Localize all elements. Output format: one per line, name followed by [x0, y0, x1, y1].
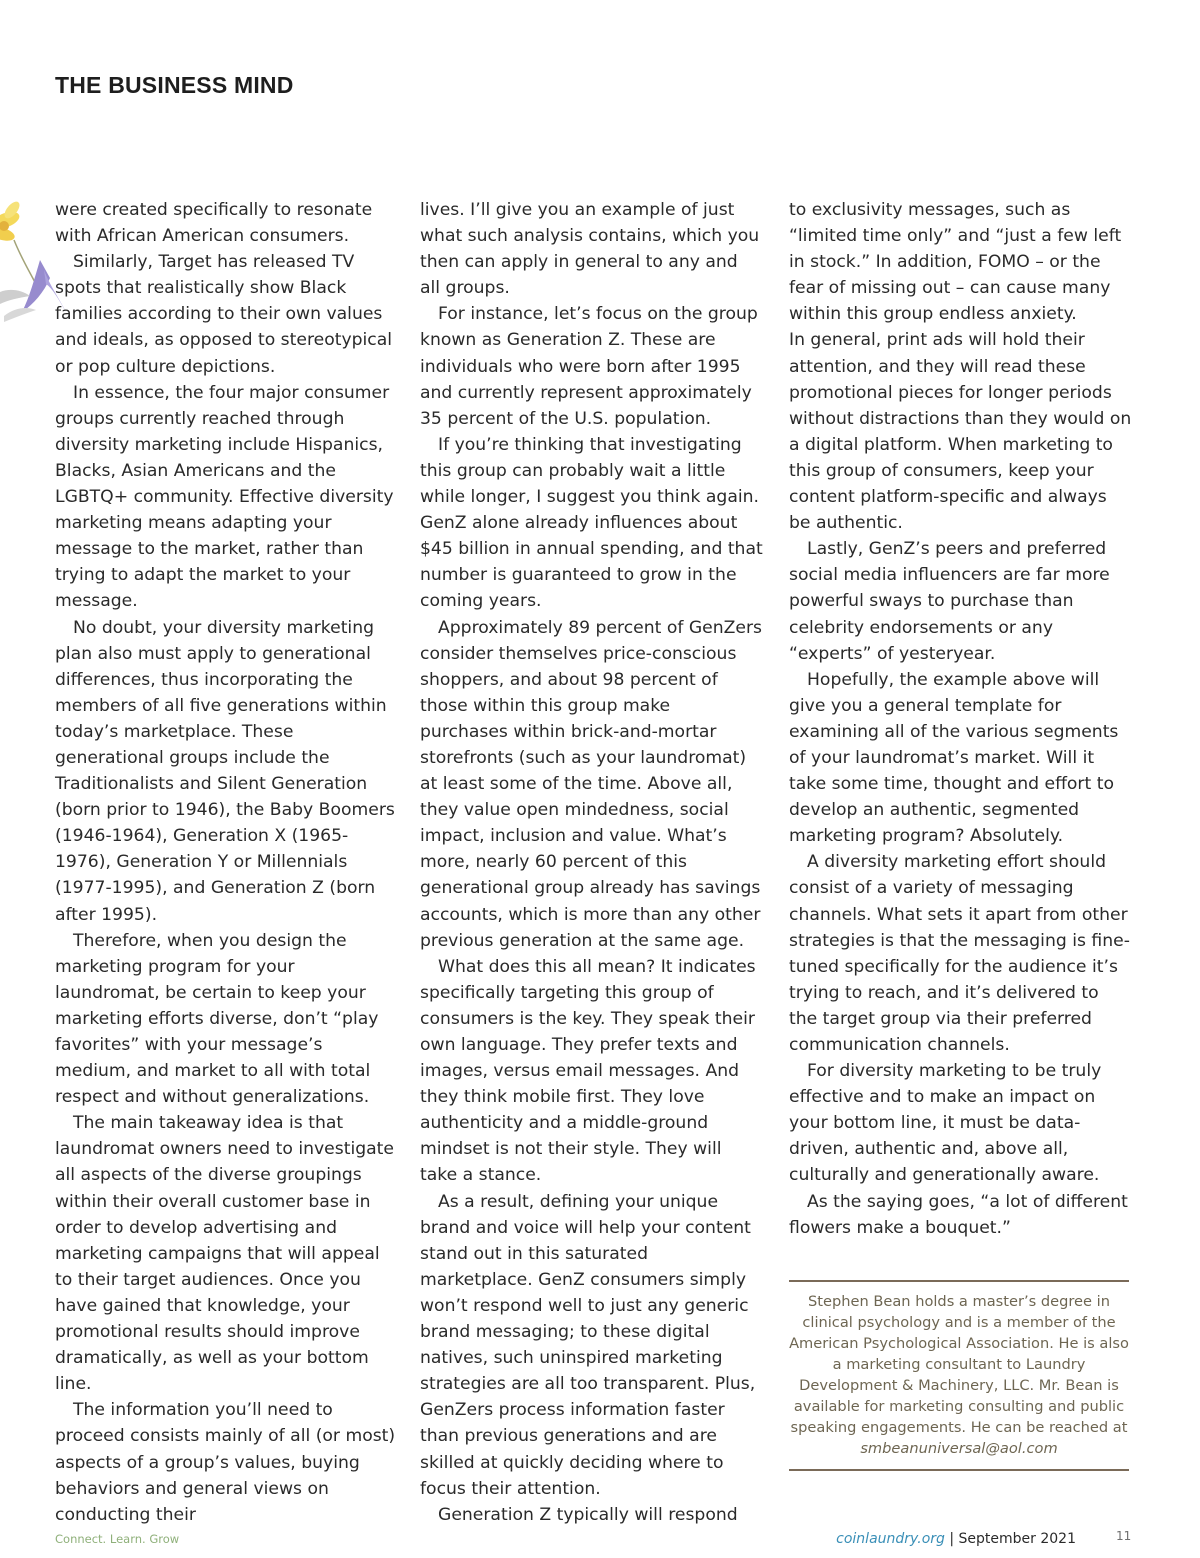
paragraph: Similarly, Target has released TV spots that realistically show Black families according to their own values and ideals, as opposed to stereotypical or pop culture depictions. — [55, 252, 393, 377]
footer-site-link[interactable]: coinlaundry.org — [836, 1531, 945, 1547]
article-column-1 — [55, 197, 398, 1528]
paragraph: For diversity marketing to be truly effective and to make an impact on your bottom line, it must be data-driven, authentic and, above all, culturally and generationally aware. — [789, 1061, 1102, 1186]
footer-separator: | — [949, 1531, 955, 1547]
paragraph: The information you’ll need to proceed consists mainly of all (or most) aspects of a group’s values, buying behaviors and general views on conducting their — [55, 1400, 396, 1525]
paragraph: In general, print ads will hold their attention, and they will read these promotional pieces for longer periods without distractions than they would on a digital platform. When marketing to this group of consumers, keep your content platform-specific and always be authentic. — [789, 330, 1132, 534]
section-title: THE BUSINESS MIND — [55, 72, 294, 98]
paragraph: to exclusivity messages, such as “limited time only” and “just a few left in stock.” In addition, FOMO – or the fear of missing out – can cause many within this group endless anxiety. — [789, 200, 1122, 325]
article-column-2 — [420, 197, 763, 1528]
footer-tagline: Connect. Learn. Grow — [55, 1532, 180, 1546]
page-number: 11 — [1116, 1529, 1132, 1543]
paragraph: For instance, let’s focus on the group known as Generation Z. These are individuals who were born after 1995 and currently represent approximately 35 percent of the U.S. population. — [420, 304, 758, 429]
paragraph: In essence, the four major consumer groups currently reached through diversity marketing include Hispanics, Blacks, Asian Americans and the LGBTQ+ community. Effective diversity marketing means adapting your message to the market, rather than trying to adapt the market to your message. — [55, 382, 394, 612]
paragraph: The main takeaway idea is that laundromat owners need to investigate all aspects of the diverse groupings within their overall customer base in order to develop advertising and marketing campaigns that will appeal to their target audiences. Once you have gained that knowledge, your promotional results should improve dramatically, as well as your bottom line. — [55, 1113, 394, 1395]
footer-date: September 2021 — [958, 1531, 1076, 1547]
paragraph: lives. I’ll give you an example of just what such analysis contains, which you then can apply in general to any and all groups. — [420, 200, 760, 299]
author-bio — [789, 1280, 1129, 1471]
article-column-3 — [789, 197, 1132, 1241]
paragraph: No doubt, your diversity marketing plan also must apply to generational differences, thus incorporating the members of all five generations within today’s marketplace. These generational groups include the Traditionalists and Silent Generation (born prior to 1946), the Baby Boomers (1946-1964), Generation X (1965-1976), Generation Y or Millennials (1977-1995), and Generation Z (born after 1995). — [55, 617, 395, 925]
paragraph: Hopefully, the example above will give you a general template for examining all of the various segments of your laundromat’s market. Will it take some time, thought and effort to develop an authentic, segmented marketing program? Absolutely. — [789, 669, 1119, 847]
paragraph: A diversity marketing effort should consist of a variety of messaging channels. What sets it apart from other strategies is that the messaging is fine-tuned specifically for the audience it’s trying to reach, and it’s delivered to the target group via their preferred communication channels. — [789, 852, 1130, 1055]
paragraph: As a result, defining your unique brand and voice will help your content stand out in this saturated marketplace. GenZ consumers simply won’t respond well to just any generic brand messaging; to these digital natives, such uninspired marketing strategies are all too transparent. Plus, GenZers process information faster than previous generations and are skilled at quickly deciding where to focus their attention. — [420, 1191, 756, 1499]
footer-publication — [836, 1531, 1076, 1547]
author-bio-text: Stephen Bean holds a master’s degree in clinical psychology and is a member of the American Psychological Association. He is also a marketing consultant to Laundry Development & Machinery, LLC. Mr. Bean is available for marketing consulting and public speaking engagements. He can be reached at — [789, 1293, 1129, 1436]
paragraph: What does this all mean? It indicates specifically targeting this group of consumers is the key. They speak their own language. They prefer texts and images, versus email messages. And they think mobile first. They love authenticity and a middle-ground mindset is not their style. They will take a stance. — [420, 956, 756, 1186]
paragraph: If you’re thinking that investigating this group can probably wait a little while longer, I suggest you think again. GenZ alone already influences about $45 billion in annual spending, and that number is guaranteed to grow in the coming years. — [420, 434, 763, 612]
paragraph: Generation Z typically will respond — [438, 1504, 738, 1525]
paragraph: Therefore, when you design the marketing program for your laundromat, be certain to keep your marketing efforts diverse, don’t “play favorites” with your message’s medium, and market to all with total respect and without generalizations. — [55, 930, 379, 1108]
paragraph: As the saying goes, “a lot of different flowers make a bouquet.” — [789, 1191, 1128, 1238]
paragraph: were created specifically to resonate with African American consumers. — [55, 200, 373, 247]
paragraph: Approximately 89 percent of GenZers consider themselves price-conscious shoppers, and about 98 percent of those within this group make purchases within brick-and-mortar storefronts (such as your laundromat) at least some of the time. Above all, they value open mindedness, social impact, inclusion and value. What’s more, nearly 60 percent of this generational group already has savings accounts, which is more than any other previous generation at the same age. — [420, 617, 763, 951]
paragraph: Lastly, GenZ’s peers and preferred social media influencers are far more powerful sways to purchase than celebrity endorsements or any “experts” of yesteryear. — [789, 539, 1110, 664]
author-email-link[interactable]: smbeanuniversal@aol.com — [860, 1440, 1058, 1457]
